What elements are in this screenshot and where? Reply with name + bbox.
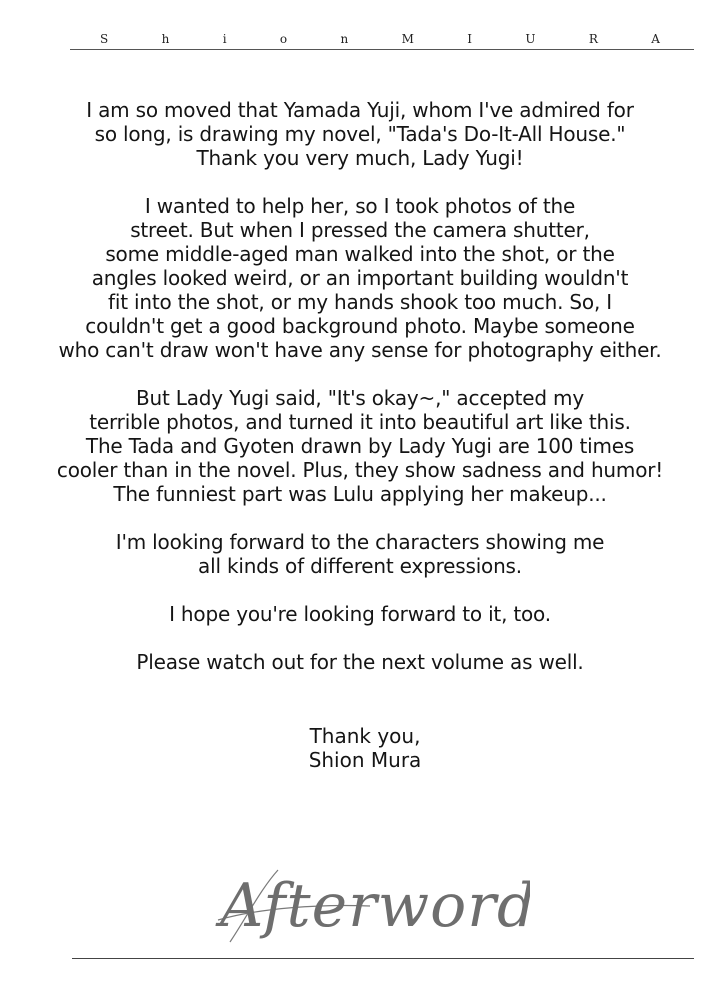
header-letter: U (525, 32, 536, 46)
paragraph-thanks (50, 98, 670, 170)
text-line: cooler than in the novel. Plus, they show sadness and humor! (56, 458, 664, 482)
text-line: angles looked weird, or an important building wouldn't (91, 266, 629, 290)
text-line: I wanted to help her, so I took photos of the (144, 194, 576, 218)
header-letter: n (340, 32, 349, 46)
header-author-name (70, 32, 694, 46)
signature-name: Shion Mura (308, 748, 422, 772)
text-line: terrible photos, and turned it into beautiful art like this. (89, 410, 631, 434)
afterword-title-text: Afterword (220, 871, 530, 941)
text-line: fit into the shot, or my hands shook too much. So, I (108, 290, 612, 314)
afterword-body (50, 98, 670, 698)
header-letter: I (467, 32, 472, 46)
header-divider (70, 49, 694, 50)
text-line: I am so moved that Yamada Yuji, whom I've admired for (86, 98, 634, 122)
text-line: I hope you're looking forward to it, too. (169, 602, 551, 626)
header-letter: h (161, 32, 170, 46)
running-header (70, 32, 694, 52)
text-line: Please watch out for the next volume as well. (136, 650, 584, 674)
paragraph-photos (50, 194, 670, 362)
text-line: The Tada and Gyoten drawn by Lady Yugi are 100 times (85, 434, 635, 458)
paragraph-next-volume (50, 650, 670, 674)
afterword-title-logo (200, 860, 530, 950)
text-line: all kinds of different expressions. (198, 554, 522, 578)
text-line: But Lady Yugi said, "It's okay~," accepted my (136, 386, 584, 410)
header-letter: i (222, 32, 227, 46)
text-line: I'm looking forward to the characters showing me (115, 530, 605, 554)
header-letter: M (401, 32, 414, 46)
text-line: Thank you very much, Lady Yugi! (196, 146, 524, 170)
closing-line: Thank you, (309, 724, 421, 748)
afterword-logo-svg (200, 860, 530, 950)
signoff (240, 724, 490, 772)
text-line: some middle-aged man walked into the shot, or the (105, 242, 615, 266)
header-letter: S (100, 32, 109, 46)
paragraph-art (50, 386, 670, 506)
footer-divider (72, 958, 694, 959)
text-line: street. But when I pressed the camera shutter, (130, 218, 590, 242)
text-line: so long, is drawing my novel, "Tada's Do-It-All House." (94, 122, 626, 146)
paragraph-hope (50, 602, 670, 626)
header-letter: R (588, 32, 598, 46)
text-line: The funniest part was Lulu applying her makeup... (113, 482, 607, 506)
text-line: who can't draw won't have any sense for photography either. (58, 338, 662, 362)
header-letter: A (651, 32, 660, 46)
paragraph-expressions (50, 530, 670, 578)
text-line: couldn't get a good background photo. Maybe someone (85, 314, 635, 338)
header-letter: o (279, 32, 288, 46)
